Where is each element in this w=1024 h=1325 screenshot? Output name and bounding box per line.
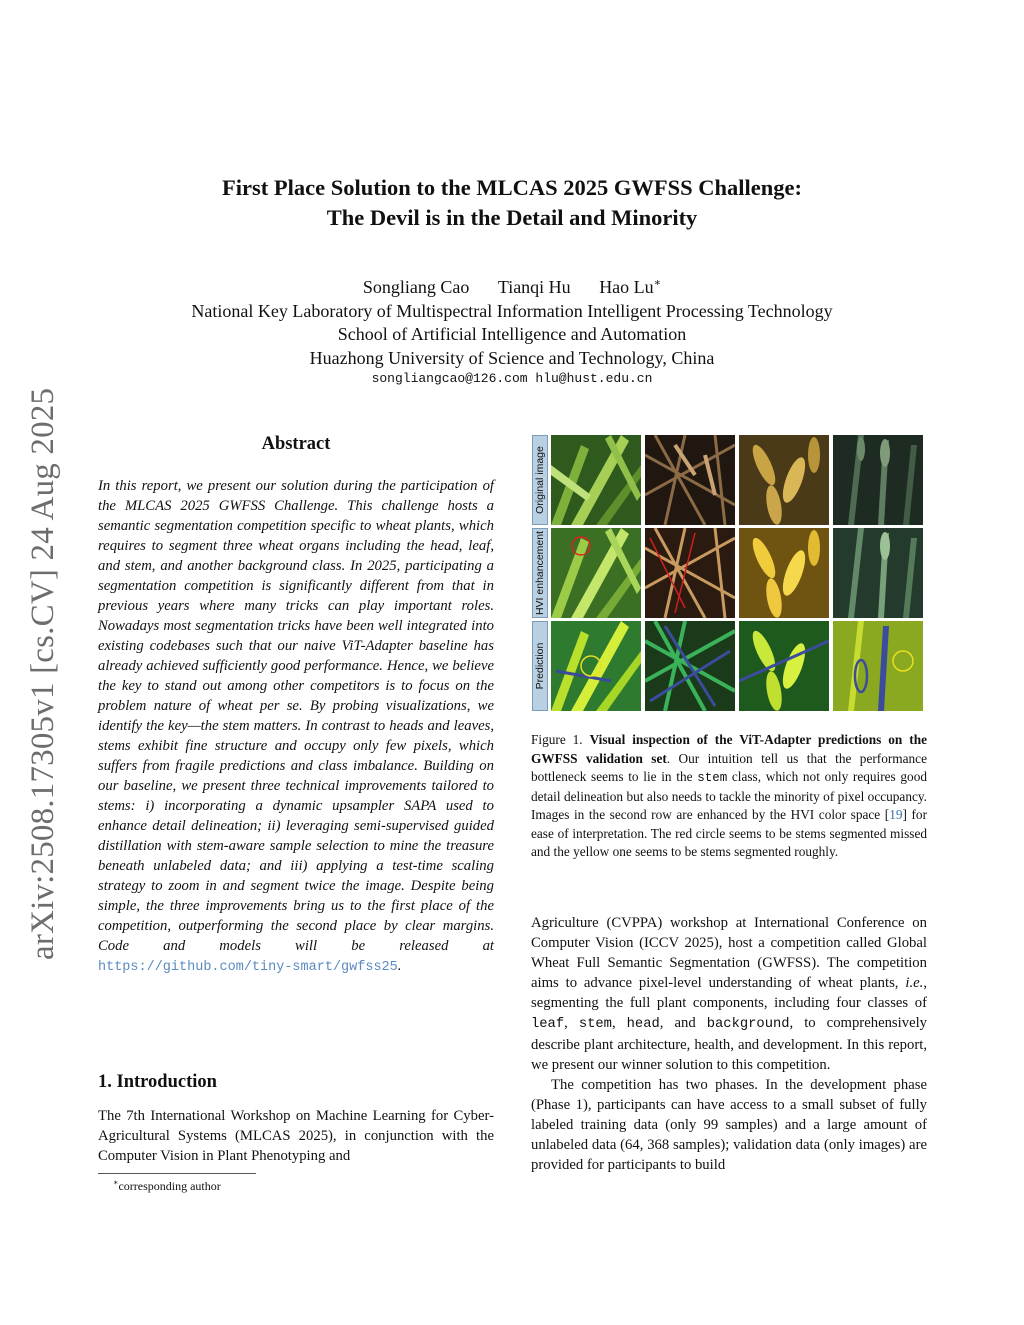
figure-1: [532, 433, 926, 713]
corresponding-mark: ∗: [653, 277, 662, 289]
original-image-1: [551, 435, 641, 525]
original-image-3: [739, 435, 829, 525]
title-line-1: First Place Solution to the MLCAS 2025 GWFSS Challenge:: [222, 175, 802, 200]
hvi-image-2: [645, 528, 735, 618]
footnote-mark: ∗: [113, 1178, 119, 1187]
author-name: Songliang Cao: [362, 277, 470, 297]
author-name: [599, 277, 661, 297]
row-label-original: Original image: [532, 435, 548, 525]
prediction-image-1: [551, 621, 641, 711]
affiliation: Huazhong University of Science and Technology, China: [309, 347, 715, 368]
paragraph: Agriculture (CVPPA) workshop at International Conference on Computer Vision (ICCV 2025), host a competition called Global Wheat Full Semantic Segmentation (GWFSS). The competition aims to advance pixel-level understanding of wheat plants, i.e., segmenting the full plant components, including four classes of leaf, stem, head, and background, to comprehensively describe plant architecture, health, and development. In this report, we present our winner solution to this competition.: [531, 915, 928, 1073]
author-emails: songliangcao@126.com hlu@hust.edu.cn: [371, 371, 653, 386]
ie-abbrev: i.e.: [905, 975, 924, 991]
right-column-text: [531, 913, 927, 1175]
abstract-heading: Abstract: [261, 434, 331, 454]
hvi-image-4: [833, 528, 923, 618]
original-image-2: [645, 435, 735, 525]
caption-text: . Our intuition tell us that the performance bottleneck seems to lie in the: [531, 750, 927, 784]
footnote: [113, 1178, 221, 1194]
title-line-2: The Devil is in the Detail and Minority: [326, 205, 698, 230]
code-link[interactable]: https://github.com/tiny-smart/gwfss25: [98, 960, 398, 975]
caption-text: ] for ease of interpretation. The red circle seems to be stems segmented missed and the yellow one seems to be stems segmented roughly.: [531, 807, 927, 859]
abstract-end: .: [397, 958, 402, 974]
section-heading: 1. Introduction: [98, 1072, 217, 1092]
prediction-image-2: [645, 621, 735, 711]
caption-label: Figure 1.: [531, 732, 583, 747]
intro-paragraph: The 7th International Workshop on Machine Learning for Cyber-Agricultural Systems (MLCAS 2025), in conjunction with the Computer Vision in Plant Phenotyping and: [98, 1108, 494, 1164]
class-name-head: head: [626, 1017, 660, 1032]
prediction-image-4: [833, 621, 923, 711]
abstract-body: [98, 476, 494, 978]
author-block: [0, 272, 1024, 370]
prediction-image-3: [739, 621, 829, 711]
abstract-text: In this report, we present our solution during the participation of the MLCAS 2025 GWFSS Challenge. This challenge hosts a semantic segmentation competition specific to wheat plants, which requires to segment three wheat organs including the head, leaf, and stem, and another background class. In 2025, participating a segmentation competition is significantly different from that in previous years where many tricks can play important roles. Nowadays most segmentation tricks have been well integrated into existing codebases such that our naive ViT-Adapter baseline has already achieved sufficiently good performance. Hence, we believe the key to stand out among other competitors is to focus on the problem nature of wheat per se. By probing visualizations, we identify the key—the stem matters. In contrast to heads and leaves, stems exhibit fine structure and occupy only few pixels, which suffers from fragile predictions and class imbalance. Building on our baseline, we present three technical improvements tailored to stems: i) incorporating a dynamic upsampler SAPA used to enhance detail delineation; ii) leveraging semi-supervised guided distillation with stem-aware sample selection to mine the treasure beneath unlabeled data; and iii) applying a test-time scaling strategy to zoom in and segment twice the image. Despite being simple, the three improvements bring us to the first place of the competition, outperforming the second place by clear margins. Code and models will be released at: [98, 478, 494, 954]
paragraph: The competition has two phases. In the development phase (Phase 1), participants can have access to a small subset of fully labeled training data (only 99 samples) and a large amount of unlabeled data (64, 368 samples); validation data (only images) are provided for participants to build: [531, 1077, 927, 1173]
author-names: [0, 272, 1024, 300]
affiliation: National Key Laboratory of Multispectral Information Intelligent Processing Technology: [191, 300, 833, 321]
row-label-hvi: HVI enhancement: [532, 528, 548, 618]
caption-text: class, which not only requires good detail delineation but also needs to tackle the minority of pixel occupancy. Images in the second row are enhanced by the HVI color space [: [531, 769, 927, 822]
hvi-image-1: [551, 528, 641, 618]
caption-title: Visual inspection of the ViT-Adapter predictions on the GWFSS validation set: [531, 732, 927, 766]
figure-caption: [531, 731, 927, 862]
affiliation: School of Artificial Intelligence and Automation: [337, 324, 687, 344]
footnote-text: corresponding author: [118, 1179, 221, 1193]
class-name-leaf: leaf: [531, 1017, 565, 1032]
citation-link[interactable]: 19: [889, 807, 903, 822]
conjunction: and: [674, 1015, 696, 1031]
footnote-rule: [98, 1173, 256, 1174]
class-name-stem: stem: [697, 771, 728, 785]
arxiv-identifier: arXiv:2508.17305v1 [cs.CV] 24 Aug 2025: [25, 387, 61, 960]
hvi-image-3: [739, 528, 829, 618]
class-name-stem: stem: [578, 1017, 612, 1032]
author-name-text: Hao Lu: [599, 277, 654, 297]
paper-title: [0, 173, 1024, 233]
row-label-prediction: Prediction: [532, 621, 548, 711]
original-image-4: [833, 435, 923, 525]
author-name: Tianqi Hu: [497, 277, 571, 297]
class-name-background: background: [706, 1017, 790, 1032]
